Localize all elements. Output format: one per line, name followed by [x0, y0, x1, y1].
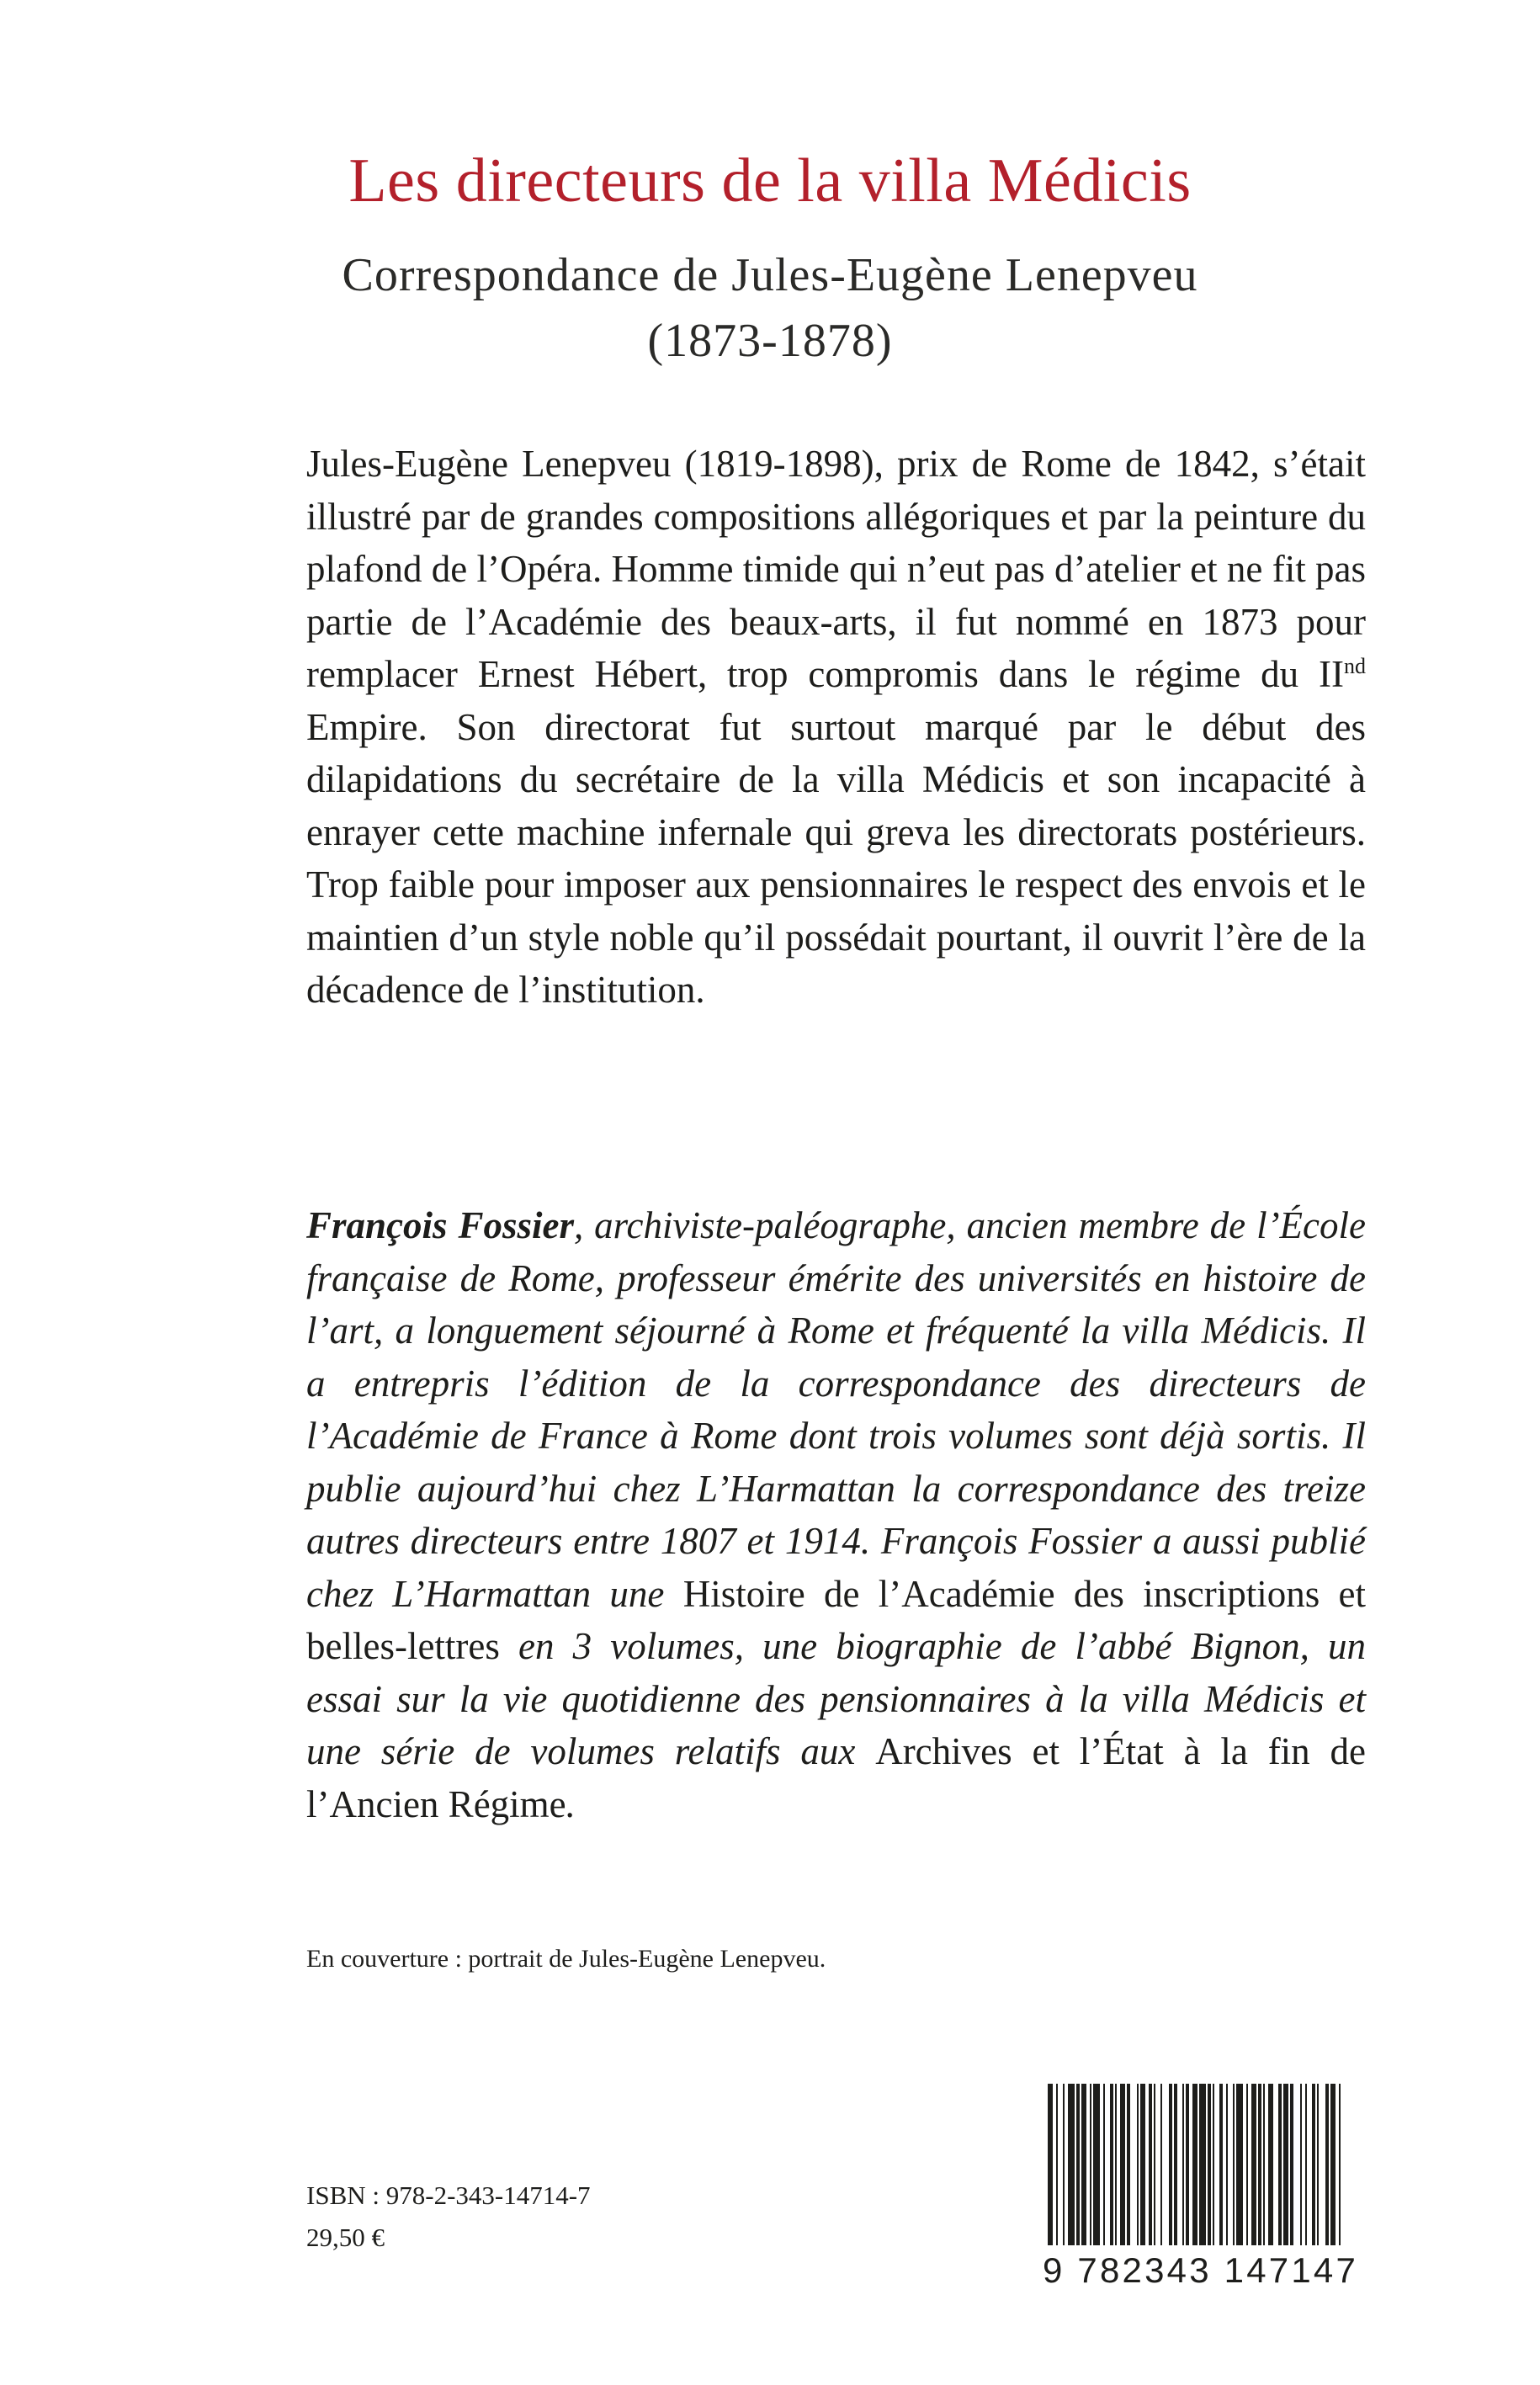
barcode-bar	[1325, 2084, 1329, 2252]
barcode-bar	[1137, 2084, 1139, 2252]
subtitle-line-1: Correspondance de Jules-Eugène Lenepveu	[342, 249, 1198, 301]
barcode-bar	[1236, 2084, 1243, 2252]
barcode-bar	[1048, 2084, 1053, 2252]
barcode-bar	[1263, 2084, 1265, 2252]
subtitle-line-2: (1873-1878)	[647, 315, 893, 367]
summary-part-2: Empire. Son directorat fut surtout marqué par le début des dilapidations du secrétaire de la villa Médicis et son incapacité à enrayer cette machine infernale qui greva les directorats postérieurs. Trop faible pour imposer aux pensionnaires le respect des envois et le maintien d’un style noble qu’il possédait pourtant, il ouvrit l’ère de la décadence de l’institution.	[306, 705, 1366, 1011]
barcode-bar	[1063, 2084, 1065, 2252]
barcode-bar	[1192, 2084, 1197, 2252]
barcode-bar	[1115, 2084, 1117, 2252]
barcode-bar	[1090, 2084, 1091, 2252]
barcode-bar	[1258, 2084, 1261, 2252]
barcode-digits: 9 782343 147147	[1041, 2245, 1349, 2296]
barcode-bar	[1081, 2084, 1086, 2252]
barcode-bar	[1312, 2084, 1315, 2252]
cover-credit: En couverture : portrait de Jules-Eugène Lenepveu.	[306, 1945, 826, 1973]
barcode-bar	[1174, 2084, 1177, 2252]
barcode-bar	[1278, 2084, 1282, 2252]
bio-text-1: , archiviste-paléographe, ancien membre de l’École française de Rome, professeur émérite des universités en histoire de l’art, a longuement séjourné à Rome et fréquenté la villa Médicis. Il a entrepris l’édition de la correspondance des directeurs de l’Académie de France à Rome dont trois volumes sont déjà sortis. Il publie aujourd’hui chez L’Harmattan la correspondance des treize autres directeurs entre 1807 et 1914. François Fossier a aussi publié chez L’Harmattan une	[306, 1204, 1366, 1615]
barcode-bar	[1199, 2084, 1206, 2252]
barcode-bar	[1149, 2084, 1152, 2252]
barcode-bar	[1246, 2084, 1248, 2252]
barcode-bars	[1041, 2084, 1347, 2252]
barcode-bar	[1110, 2084, 1113, 2252]
barcode-bar	[1268, 2084, 1273, 2252]
summary-part-1: Jules-Eugène Lenepveu (1819-1898), prix de Rome de 1842, s’était illustré par de grandes compositions allégoriques et par la peinture du plafond de l’Opéra. Homme timide qui n’eut pas d’atelier et ne fit pas partie de l’Académie des beaux-arts, il fut nommé en 1873 pour remplacer Ernest Hébert, trop compromis dans le régime du II	[306, 443, 1366, 695]
barcode-bar	[1068, 2084, 1075, 2252]
summary-superscript: nd	[1344, 654, 1366, 678]
barcode-bar	[1339, 2084, 1341, 2252]
barcode-bar	[1093, 2084, 1100, 2252]
bio-book-title-2: Archives et l’État à la fin de l’Ancien Régime	[306, 1730, 1366, 1825]
barcode-bar	[1300, 2084, 1302, 2252]
barcode-bar	[1182, 2084, 1184, 2252]
barcode-bar	[1160, 2084, 1162, 2252]
author-biography	[306, 1199, 1366, 1830]
barcode-bar	[1186, 2084, 1189, 2252]
isbn: ISBN : 978-2-343-14714-7	[306, 2180, 591, 2210]
author-name: François Fossier	[306, 1204, 574, 1246]
barcode-bar	[1283, 2084, 1288, 2252]
bio-text-2: en 3 volumes, une biographie de l’abbé Bignon, un essai sur la vie quotidienne des pensionnaires à la villa Médicis et une série de volumes relatifs aux	[306, 1625, 1366, 1772]
barcode-bar	[1213, 2084, 1214, 2252]
barcode-bar	[1226, 2084, 1228, 2252]
barcode-bar	[1120, 2084, 1125, 2252]
barcode-bar	[1208, 2084, 1211, 2252]
barcode-bar	[1251, 2084, 1256, 2252]
barcode-bar	[1076, 2084, 1080, 2252]
price: 29,50 €	[306, 2223, 385, 2252]
barcode-bar	[1140, 2084, 1145, 2252]
book-subtitle	[0, 242, 1540, 374]
barcode-bar	[1154, 2084, 1155, 2252]
barcode-bar	[1169, 2084, 1172, 2252]
barcode-bar	[1305, 2084, 1307, 2252]
barcode-bar	[1056, 2084, 1058, 2252]
bio-book-title-1: Histoire de l’Académie des inscriptions et belles-lettres	[306, 1572, 1366, 1667]
barcode-bar	[1317, 2084, 1319, 2252]
barcode-bar	[1233, 2084, 1235, 2252]
bio-text-3: .	[566, 1782, 576, 1825]
barcode-bar	[1127, 2084, 1130, 2252]
barcode-bar	[1290, 2084, 1293, 2252]
barcode-bar	[1103, 2084, 1105, 2252]
book-title: Les directeurs de la villa Médicis	[348, 146, 1192, 215]
book-summary	[306, 438, 1366, 1017]
barcode-bar	[1219, 2084, 1223, 2252]
barcode-bar	[1330, 2084, 1336, 2252]
